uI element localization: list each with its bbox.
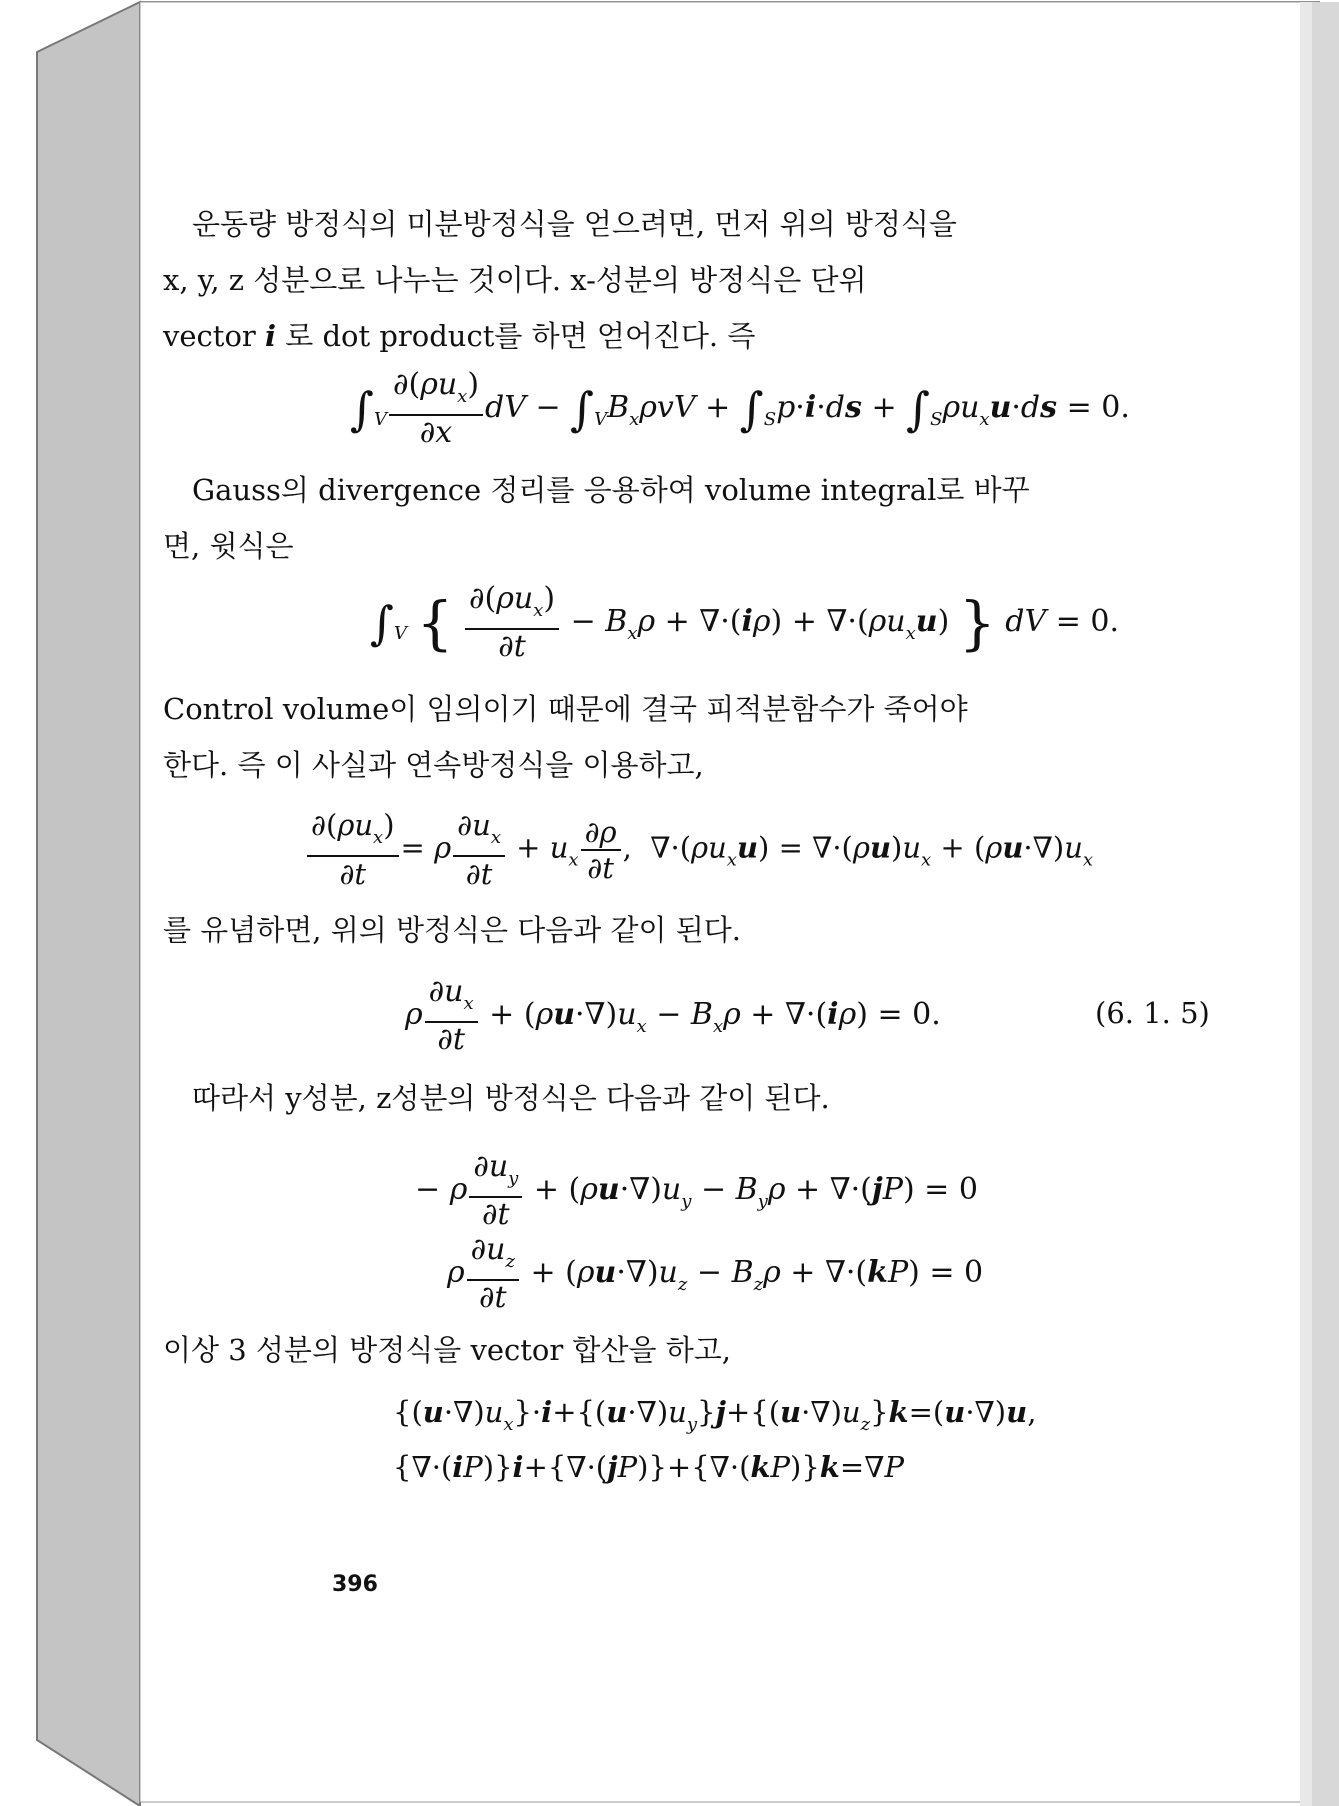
paragraph-4 [163,902,1053,958]
equation-volume-integral: $\int_V$ { $\frac{\partial(\rho u_x)}{\partial t}$ − $B_x\rho + \nabla\cdot(i\rho) + \nabla\cdot(\rho u_xu)$ } dV = 0. [370,581,1120,664]
text-line: 면, 윗식은 [163,529,294,563]
paragraph-5 [163,1070,1053,1126]
paragraph-3 [163,681,1053,793]
equation-6-1-5: ρ $\frac{\partial u_x}{\partial t}$ + $(\rho u\cdot\nabla)u_x - B_x\rho + \nabla\cdot(i\rho) = 0$. [405,974,941,1057]
text-line: 한다. 즉 이 사실과 연속방정식을 이용하고, [163,748,704,782]
equation-momentum-z: ρ $\frac{\partial u_z}{\partial t}$ + $(\rho u\cdot\nabla)u_z - B_z\rho + \nabla\cdot(kP) = 0$ [447,1232,984,1315]
text-line: 운동량 방정식의 미분방정식을 얻으려면, 먼저 위의 방정식을 [192,207,957,241]
text-line: 이상 3 성분의 방정식을 vector 합산을 하고, [163,1333,731,1367]
text-line: 따라서 y성분, z성분의 방정식은 다음과 같이 된다. [192,1081,830,1115]
text-line: x, y, z 성분으로 나누는 것이다. x-성분의 방정식은 단위 [163,263,867,297]
equation-vector-sum-2: {∇·(iP)}i+{∇·(jP)}+{∇·(kP)}k=∇P [393,1450,904,1484]
page-number: 396 [332,1572,378,1597]
equation-vector-sum-1: $\{(u\cdot\nabla)u_x\}\cdot i+\{(u\cdot\nabla)u_y\}j+\{(u\cdot\nabla)u_z\}k=(u\cdot\nabla)u$, [393,1395,1037,1435]
equation-number: (6. 1. 5) [1095,996,1210,1030]
text-line: vector i 로 dot product를 하면 얻어진다. 즉 [163,319,756,353]
equation-identities: $\frac{\partial(\rho u_x)}{\partial t}$ = ρ $\frac{\partial u_x}{\partial t}$ + $u_x$ $\frac{\partial\rho}{\partial t}$ , $\nabla\cdot(\rho u_xu) = \nabla\cdot(\rho u)u_x + (\rho u\cdot\nabla)u_x$ [305,808,1093,891]
text-line: Gauss의 divergence 정리를 응용하여 volume integral로 바꾸 [192,473,1030,507]
text-line: Control volume이 임의이기 때문에 결국 피적분함수가 죽어야 [163,692,968,726]
paragraph-1 [163,196,1053,364]
equation-momentum-y: − ρ $\frac{\partial u_y}{\partial t}$ + $(\rho u\cdot\nabla)u_y - B_y\rho + \nabla\cdot(jP) = 0$ [415,1149,978,1232]
paragraph-2 [163,462,1053,574]
equation-momentum-x-integral: $\int_V$ $\frac{\partial(\rho u_x)}{\partial x}$ dV − $\int_VB_x\rho vV + \int_Sp\cdot i\cdot ds + \int_S\rho u_xu\cdot ds = 0$. [350,367,1130,450]
text-line: 를 유념하면, 위의 방정식은 다음과 같이 된다. [163,913,741,947]
paragraph-6 [163,1322,1053,1378]
